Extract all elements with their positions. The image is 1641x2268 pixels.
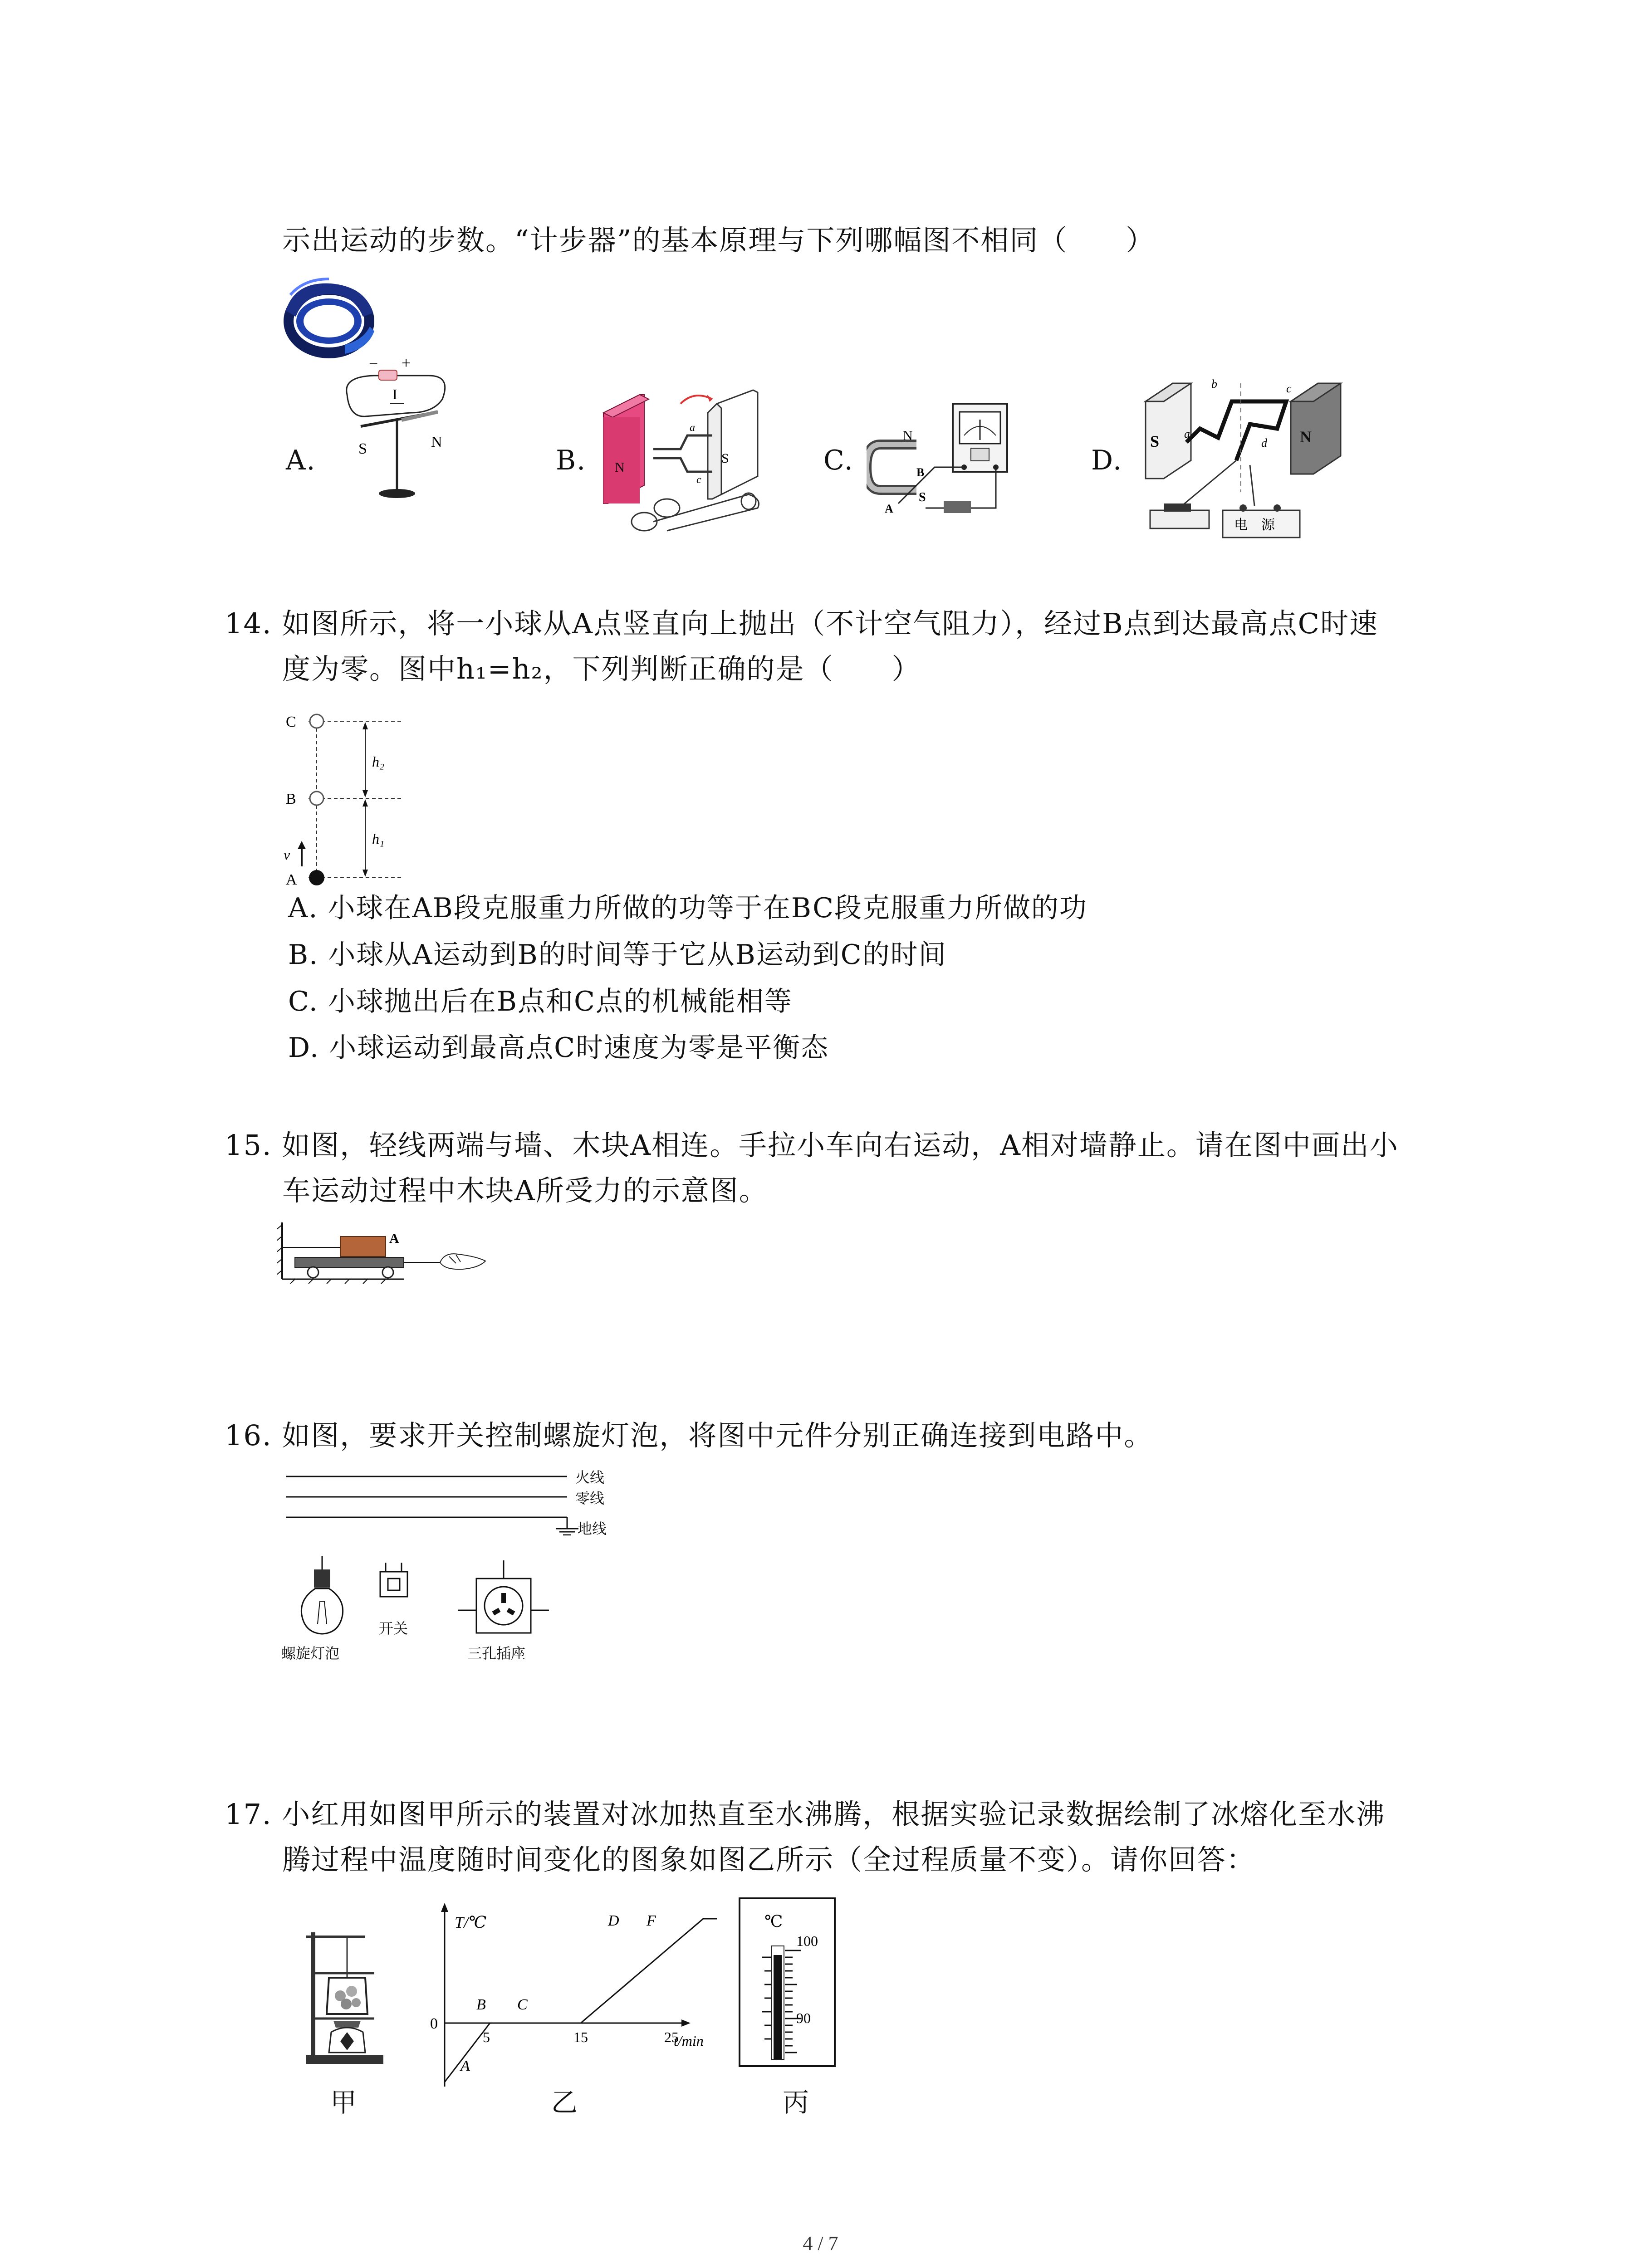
fig-c-s: S (919, 490, 926, 504)
graph-xtick: 15 (573, 2029, 588, 2045)
caption-jia: 甲 (330, 2087, 357, 2118)
q17-apparatus (297, 1923, 388, 2068)
q14-label-h2: h₂ (372, 753, 385, 770)
q13-fig-d (1141, 374, 1354, 547)
q14-option-d: D. 小球运动到最高点C时速度为零是平衡态 (288, 1032, 829, 1064)
q14-label-b: B (286, 791, 296, 807)
q13-option-b: B. (556, 445, 587, 476)
caption-yi: 乙 (551, 2087, 578, 2118)
thermo-unit: ℃ (764, 1912, 783, 1931)
fig-c-b: B (916, 466, 925, 479)
spiral-bulb (295, 1556, 349, 1637)
q17-line1: 17. 小红用如图甲所示的装置对冰加热直至水沸腾，根据实验记录数据绘制了冰熔化至水沸 (225, 1798, 1386, 1831)
q15-line1: 15. 如图，轻线两端与墙、木块A相连。手拉小车向右运动，A相对墙静止。请在图中画出小 (225, 1129, 1399, 1162)
q17-thermometer (737, 1896, 837, 2068)
switch-icon (377, 1563, 413, 1608)
caption-bing: 丙 (783, 2087, 809, 2118)
fig-b-n: N (615, 460, 625, 475)
q13-option-a: A. (286, 445, 316, 476)
graph-point-a: A (460, 2058, 470, 2074)
fig-d-b: b (1211, 377, 1217, 391)
graph-point-b: B (476, 1996, 486, 2013)
graph-xlabel: t/min (674, 2033, 704, 2049)
fig-d-n: N (1300, 428, 1312, 446)
graph-xtick: 25 (664, 2029, 679, 2045)
q14-figure (281, 703, 417, 889)
q14-label-c: C (286, 714, 296, 730)
q13-option-d: D. (1091, 445, 1123, 476)
q15-figure (277, 1220, 495, 1284)
q13-fig-b (599, 386, 771, 540)
q15-label-a: A (389, 1231, 399, 1246)
q16-line1: 16. 如图，要求开关控制螺旋灯泡，将图中元件分别正确连接到电路中。 (225, 1419, 1153, 1452)
fig-b-c: c (696, 474, 701, 486)
q14-label-v: v (284, 846, 290, 863)
socket-icon (458, 1560, 549, 1642)
q14-label-h1: h₁ (372, 831, 385, 847)
q13-line: 示出运动的步数。“计步器”的基本原理与下列哪幅图不相同（ ） (282, 224, 1155, 257)
fig-c-n: N (903, 428, 913, 443)
q14-option-a: A. 小球在AB段克服重力所做的功等于在BC段克服重力所做的功 (288, 892, 1088, 924)
wire-live: 火线 (575, 1469, 605, 1486)
fig-b-s: S (721, 451, 729, 466)
fig-d-power: 电 源 (1234, 518, 1275, 533)
fig-d-c: c (1286, 382, 1292, 395)
thermo-high: 100 (796, 1933, 818, 1949)
fig-c-a: A (885, 502, 893, 515)
q16-wires (286, 1463, 603, 1535)
q14-line2: 度为零。图中h₁=h₂，下列判断正确的是（ ） (282, 652, 921, 685)
graph-point-d: D (608, 1912, 619, 1929)
bulb-label: 螺旋灯泡 (281, 1645, 340, 1662)
wire-neutral: 零线 (575, 1490, 605, 1507)
graph-ylabel: T/℃ (455, 1913, 487, 1931)
graph-point-c: C (517, 1996, 528, 2013)
q13-fig-a (333, 358, 460, 522)
q14-label-a: A (286, 871, 297, 888)
q17-graph (426, 1901, 717, 2091)
switch-label: 开关 (379, 1620, 408, 1637)
fig-d-a: a (1184, 427, 1190, 440)
graph-point-f: F (647, 1912, 656, 1929)
wire-ground: 地线 (578, 1520, 607, 1537)
fig-a-plus: + (402, 358, 411, 372)
bracelet-image (277, 268, 381, 372)
q13-fig-c (867, 399, 1016, 526)
fig-d-s: S (1150, 432, 1160, 450)
page-number: 4 / 7 (803, 2232, 838, 2254)
fig-d-d: d (1261, 436, 1267, 450)
fig-a-current: I (392, 386, 397, 402)
q14-option-c: C. 小球抛出后在B点和C点的机械能相等 (288, 986, 793, 1017)
fig-a-minus: − (369, 358, 378, 373)
fig-a-n: N (431, 434, 442, 450)
fig-b-a: a (690, 422, 695, 434)
q13-option-c: C. (823, 445, 854, 476)
graph-origin: 0 (430, 2015, 438, 2032)
q14-line1: 14. 如图所示，将一小球从A点竖直向上抛出（不计空气阻力），经过B点到达最高点C时速 (225, 607, 1379, 640)
q17-line2: 腾过程中温度随时间变化的图象如图乙所示（全过程质量不变）。请你回答： (282, 1843, 1256, 1876)
thermo-low: 90 (796, 2010, 811, 2026)
fig-a-s: S (358, 440, 367, 457)
q15-line2: 车运动过程中木块A所受力的示意图。 (282, 1174, 768, 1207)
graph-xtick: 5 (483, 2029, 490, 2045)
socket-label: 三孔插座 (467, 1645, 526, 1662)
q14-option-b: B. 小球从A运动到B的时间等于它从B运动到C的时间 (288, 939, 947, 971)
